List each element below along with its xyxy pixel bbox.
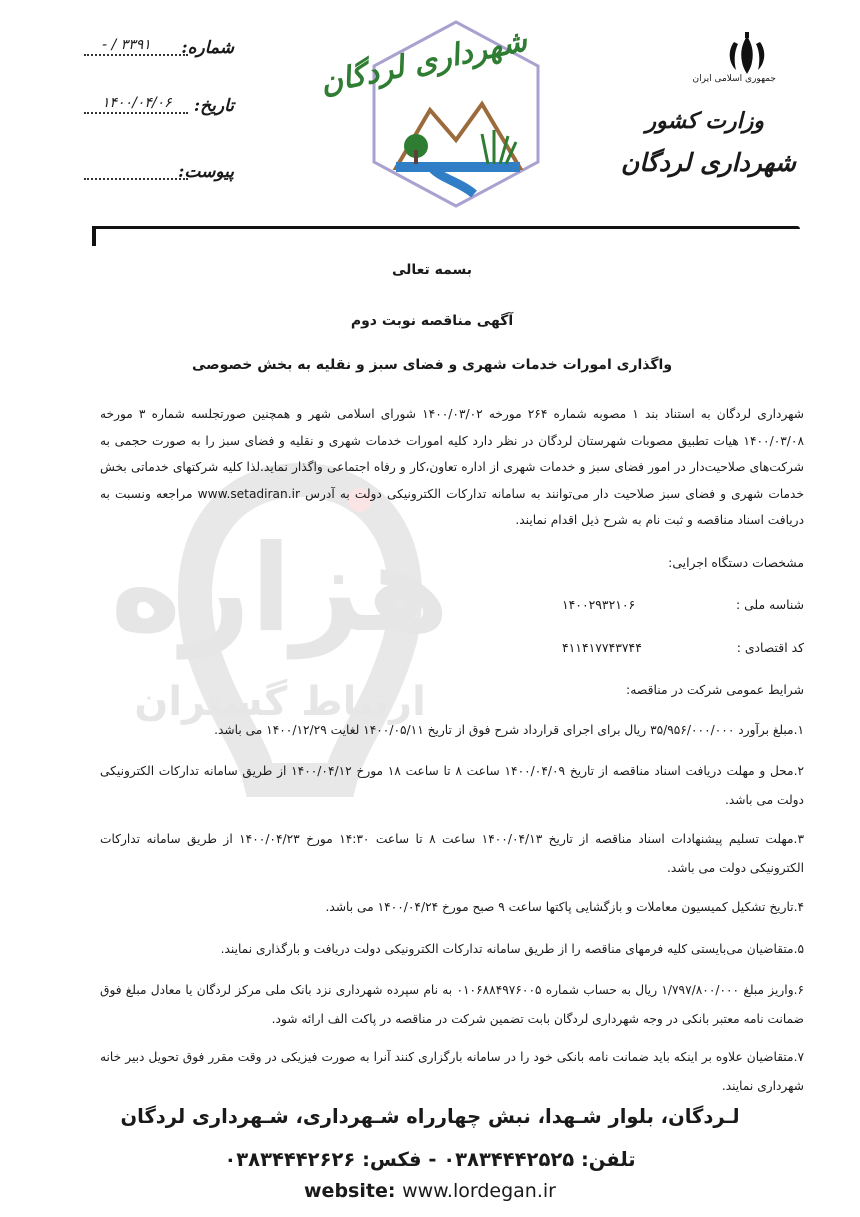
letter-number-field: [84, 34, 234, 62]
letter-number-dots: [84, 54, 188, 56]
phone-value: ۰۳۸۳۴۴۴۲۵۲۵: [443, 1148, 575, 1171]
footer-website: [90, 1180, 770, 1202]
notice-subject: واگذاری امورات خدمات شهری و فضای سبز و نقلیه به بخش خصوصی: [191, 357, 673, 373]
national-id-value: ۱۴۰۰۲۹۳۲۱۰۶: [562, 597, 636, 612]
ministry-title: وزارت کشور: [645, 108, 764, 134]
municipality-title: شهرداری لردگان: [620, 148, 796, 177]
attachment-dots: [84, 178, 188, 180]
logo-text: شهرداری لردگان: [317, 23, 531, 102]
fax-value: ۰۳۸۳۴۴۴۲۶۲۶: [224, 1148, 356, 1171]
executor-heading: مشخصات دستگاه اجرایی:: [668, 555, 804, 570]
attachment-label: پیوست:: [178, 162, 234, 182]
condition-item: ۵.متقاضیان می‌بایستی کلیه فرمهای مناقصه را از طریق سامانه تدارکات الکترونیکی دولت دریافت و بارگذاری نمایند.: [220, 942, 804, 956]
footer-contact: [90, 1148, 770, 1171]
letter-date-value: ۱۴۰۰/۰۴/۰۶: [102, 95, 172, 111]
condition-item: ۶.واریز مبلغ ۱/۷۹۷/۸۰۰/۰۰۰ ریال به حساب شماره ۰۱۰۶۸۸۴۹۷۶۰۰۵ به نام سپرده شهرداری نزد بانک ملی مرکز لردگان یا معادل مبلغ فوق ضمانت نامه معتبر بانکی در وجه شهرداری لردگان بابت تضمین شرکت در مناقصه در پاکت الف ارائه شود.: [100, 983, 804, 1026]
iran-emblem-icon: [722, 30, 772, 80]
emblem-caption: جمهوری اسلامی ایران: [692, 74, 776, 84]
watermark-text: هزاره: [110, 520, 450, 659]
condition-item: ۴.تاریخ تشکیل کمیسیون معاملات و بازگشایی پاکتها ساعت ۹ صبح مورخ ۱۴۰۰/۰۴/۲۴ می باشد.: [325, 900, 804, 914]
national-id-label: شناسه ملی :: [735, 597, 804, 612]
intro-paragraph: شهرداری لردگان به استناد بند ۱ مصوبه شماره ۲۶۴ مورخه ۱۴۰۰/۰۳/۰۲ شورای اسلامی شهر و همچنین صورتجلسه شماره ۳ مورخه ۱۴۰۰/۰۳/۰۸ هیات تطبیق مصوبات شهرستان لردگان در نظر دارد کلیه امورات خدمات شهری و نقلیه و فضای سبز را به صورت حجمی به شرکت‌های صلاحیت‌دار در امور فضای سبز و خدمات شهری از اداره تعاون،کار و رفاه اجتماعی واگذار نماید.لذا کلیه شرکتهای خدماتی بخش خدمات شهری و فضای سبز صلاحیت دار می‌توانند به سامانه تدارکات الکترونیکی دولت به آدرس www.setadiran.ir مراجعه ونسبت به دریافت اسناد مناقصه و ثبت نام به شرح ذیل اقدام نمایند.: [100, 407, 805, 528]
conditions-heading: شرایط عمومی شرکت در مناقصه:: [626, 682, 804, 697]
condition-item: ۱.مبلغ برآورد ۳۵/۹۵۶/۰۰۰/۰۰۰ ریال برای اجرای قرارداد شرح فوق از تاریخ ۱۴۰۰/۰۵/۱۱ لغایت ۱۴۰۰/۱۲/۲۹ می باشد.: [214, 723, 804, 737]
website-label: website:: [304, 1180, 396, 1202]
letter-number-value: - / ۳۳۹۱: [102, 37, 151, 53]
header-divider: [92, 226, 800, 229]
notice-title: آگهی مناقصه نوبت دوم: [350, 313, 514, 329]
fax-label: - فکس:: [362, 1148, 437, 1171]
condition-item: ۳.مهلت تسلیم پیشنهادات اسناد مناقصه از تاریخ ۱۴۰۰/۰۴/۱۳ ساعت ۸ تا ساعت ۱۴:۳۰ مورخ ۱۴۰۰/۰۴/۲۳ از طریق سامانه تدارکات الکترونیکی دولت می باشد.: [100, 832, 804, 875]
condition-item: ۲.محل و مهلت دریافت اسناد مناقصه از تاریخ ۱۴۰۰/۰۴/۰۹ ساعت ۸ تا ساعت ۱۸ مورخ ۱۴۰۰/۰۴/۱۲ از طریق سامانه تدارکات الکترونیکی دولت می باشد.: [100, 764, 805, 807]
website-link[interactable]: www.lordegan.ir: [402, 1180, 556, 1202]
letter-date-field: [84, 92, 234, 120]
basmala: بسمه تعالی: [391, 262, 473, 278]
economic-code-value: ۴۱۱۴۱۷۷۴۳۷۴۴: [562, 640, 642, 655]
letter-date-dots: [84, 112, 188, 114]
phone-label: تلفن:: [580, 1148, 636, 1171]
footer-address: لـردگان، بلوار شـهدا، نبش چهارراه شـهرداری، شـهرداری لردگان: [120, 1105, 740, 1128]
watermark-subtext: ارتباط گستران: [134, 679, 426, 725]
letter-number-label: شماره:: [181, 38, 234, 58]
letter-date-label: تاریخ:: [193, 96, 234, 116]
header-divider-corner: [92, 226, 96, 246]
attachment-field: [84, 158, 234, 186]
economic-code-label: کد اقتصادی :: [736, 640, 804, 655]
condition-item: ۷.متقاضیان علاوه بر اینکه باید ضمانت نامه بانکی خود را در سامانه بارگزاری کنند آنرا به صورت فیزیکی در وقت مقرر فوق تحویل دبیر خانه شهرداری نمایند.: [100, 1050, 804, 1093]
